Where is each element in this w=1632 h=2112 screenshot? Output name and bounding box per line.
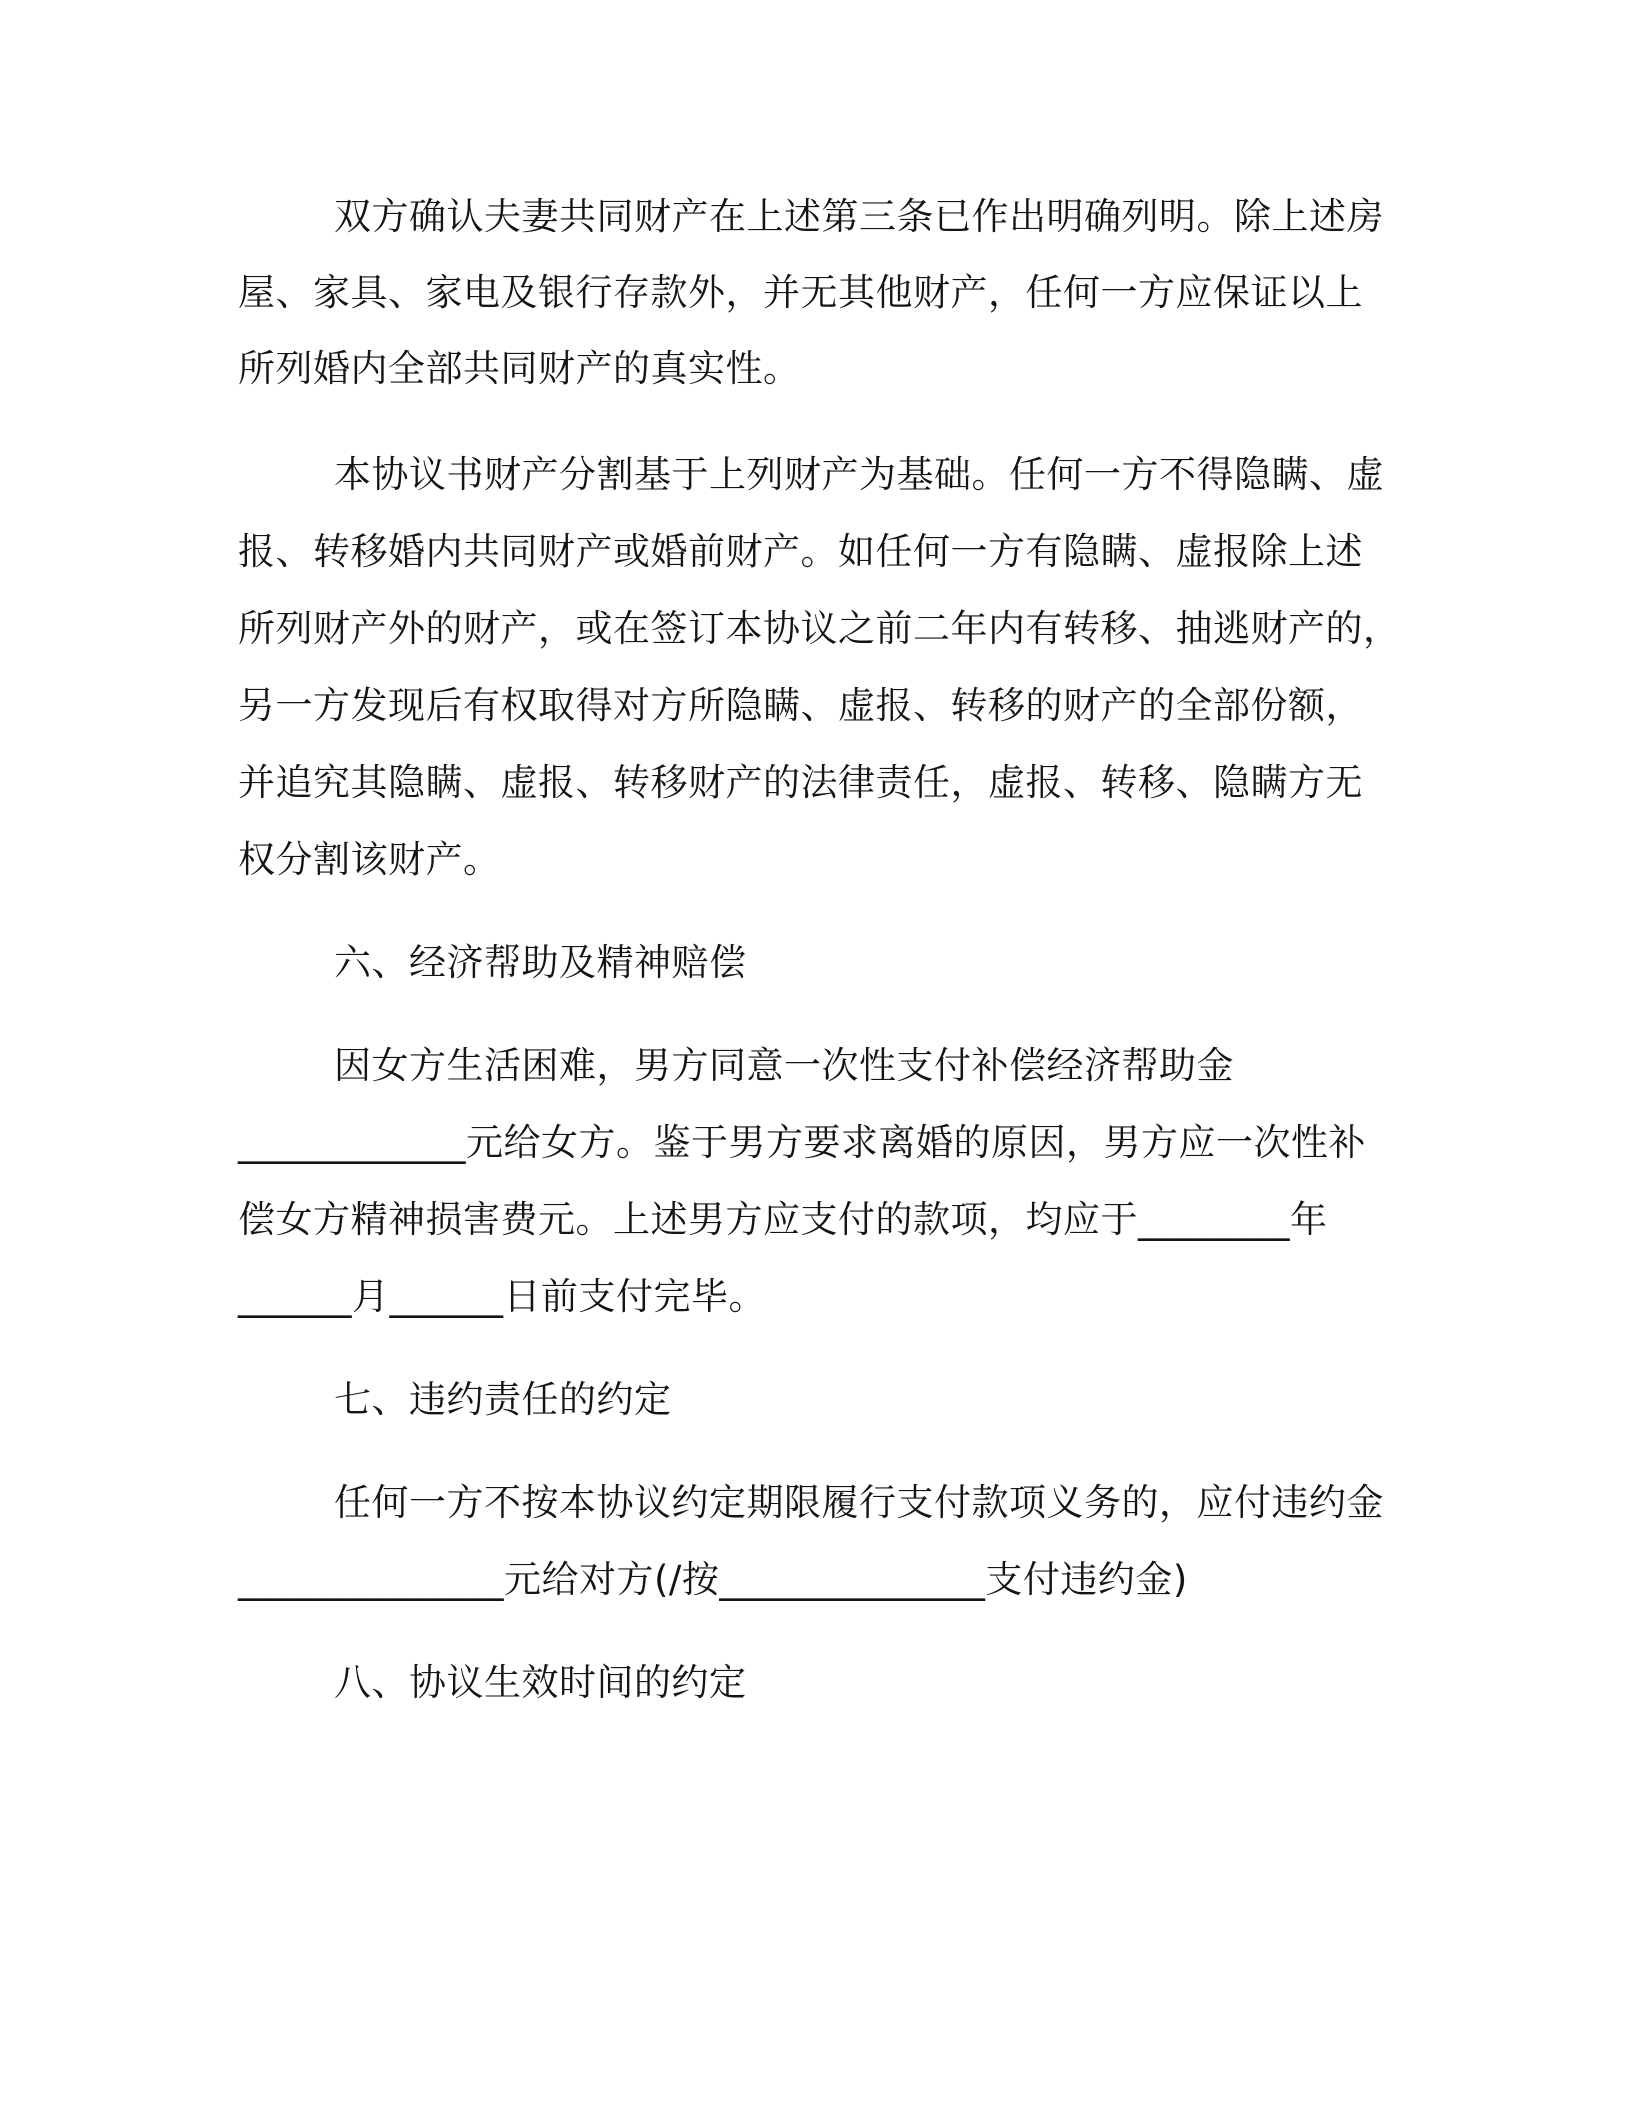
paragraph-3-line-2: ____________元给女方。鉴于男方要求离婚的原因，男方应一次性补 bbox=[238, 1121, 1366, 1164]
paragraph-2-line-3: 所列财产外的财产，或在签订本协议之前二年内有转移、抽逃财产的， bbox=[238, 607, 1401, 650]
section-7-heading: 七、违约责任的约定 bbox=[334, 1378, 672, 1421]
paragraph-4-line-2: ______________元给对方(/按______________支付违约金) bbox=[238, 1558, 1188, 1601]
section-6-heading: 六、经济帮助及精神赔偿 bbox=[334, 941, 747, 984]
paragraph-1-line-1: 双方确认夫妻共同财产在上述第三条已作出明确列明。除上述房 bbox=[334, 195, 1384, 238]
paragraph-2-line-4: 另一方发现后有权取得对方所隐瞒、虚报、转移的财产的全部份额， bbox=[238, 684, 1363, 727]
paragraph-3-line-4: ______月______日前支付完毕。 bbox=[238, 1275, 766, 1318]
section-8-heading: 八、协议生效时间的约定 bbox=[334, 1661, 747, 1704]
paragraph-1-line-2: 屋、家具、家电及银行存款外，并无其他财产，任何一方应保证以上 bbox=[238, 271, 1363, 314]
paragraph-2-line-6: 权分割该财产。 bbox=[238, 838, 501, 881]
paragraph-3-line-1: 因女方生活困难，男方同意一次性支付补偿经济帮助金 bbox=[334, 1044, 1234, 1087]
paragraph-2-line-5: 并追究其隐瞒、虚报、转移财产的法律责任，虚报、转移、隐瞒方无 bbox=[238, 761, 1363, 804]
paragraph-2-line-1: 本协议书财产分割基于上列财产为基础。任何一方不得隐瞒、虚 bbox=[334, 453, 1384, 496]
paragraph-3-line-3: 偿女方精神损害费元。上述男方应支付的款项，均应于________年 bbox=[238, 1198, 1328, 1241]
paragraph-1-line-3: 所列婚内全部共同财产的真实性。 bbox=[238, 347, 801, 390]
paragraph-4-line-1: 任何一方不按本协议约定期限履行支付款项义务的，应付违约金 bbox=[334, 1481, 1384, 1524]
paragraph-2-line-2: 报、转移婚内共同财产或婚前财产。如任何一方有隐瞒、虚报除上述 bbox=[238, 530, 1363, 573]
